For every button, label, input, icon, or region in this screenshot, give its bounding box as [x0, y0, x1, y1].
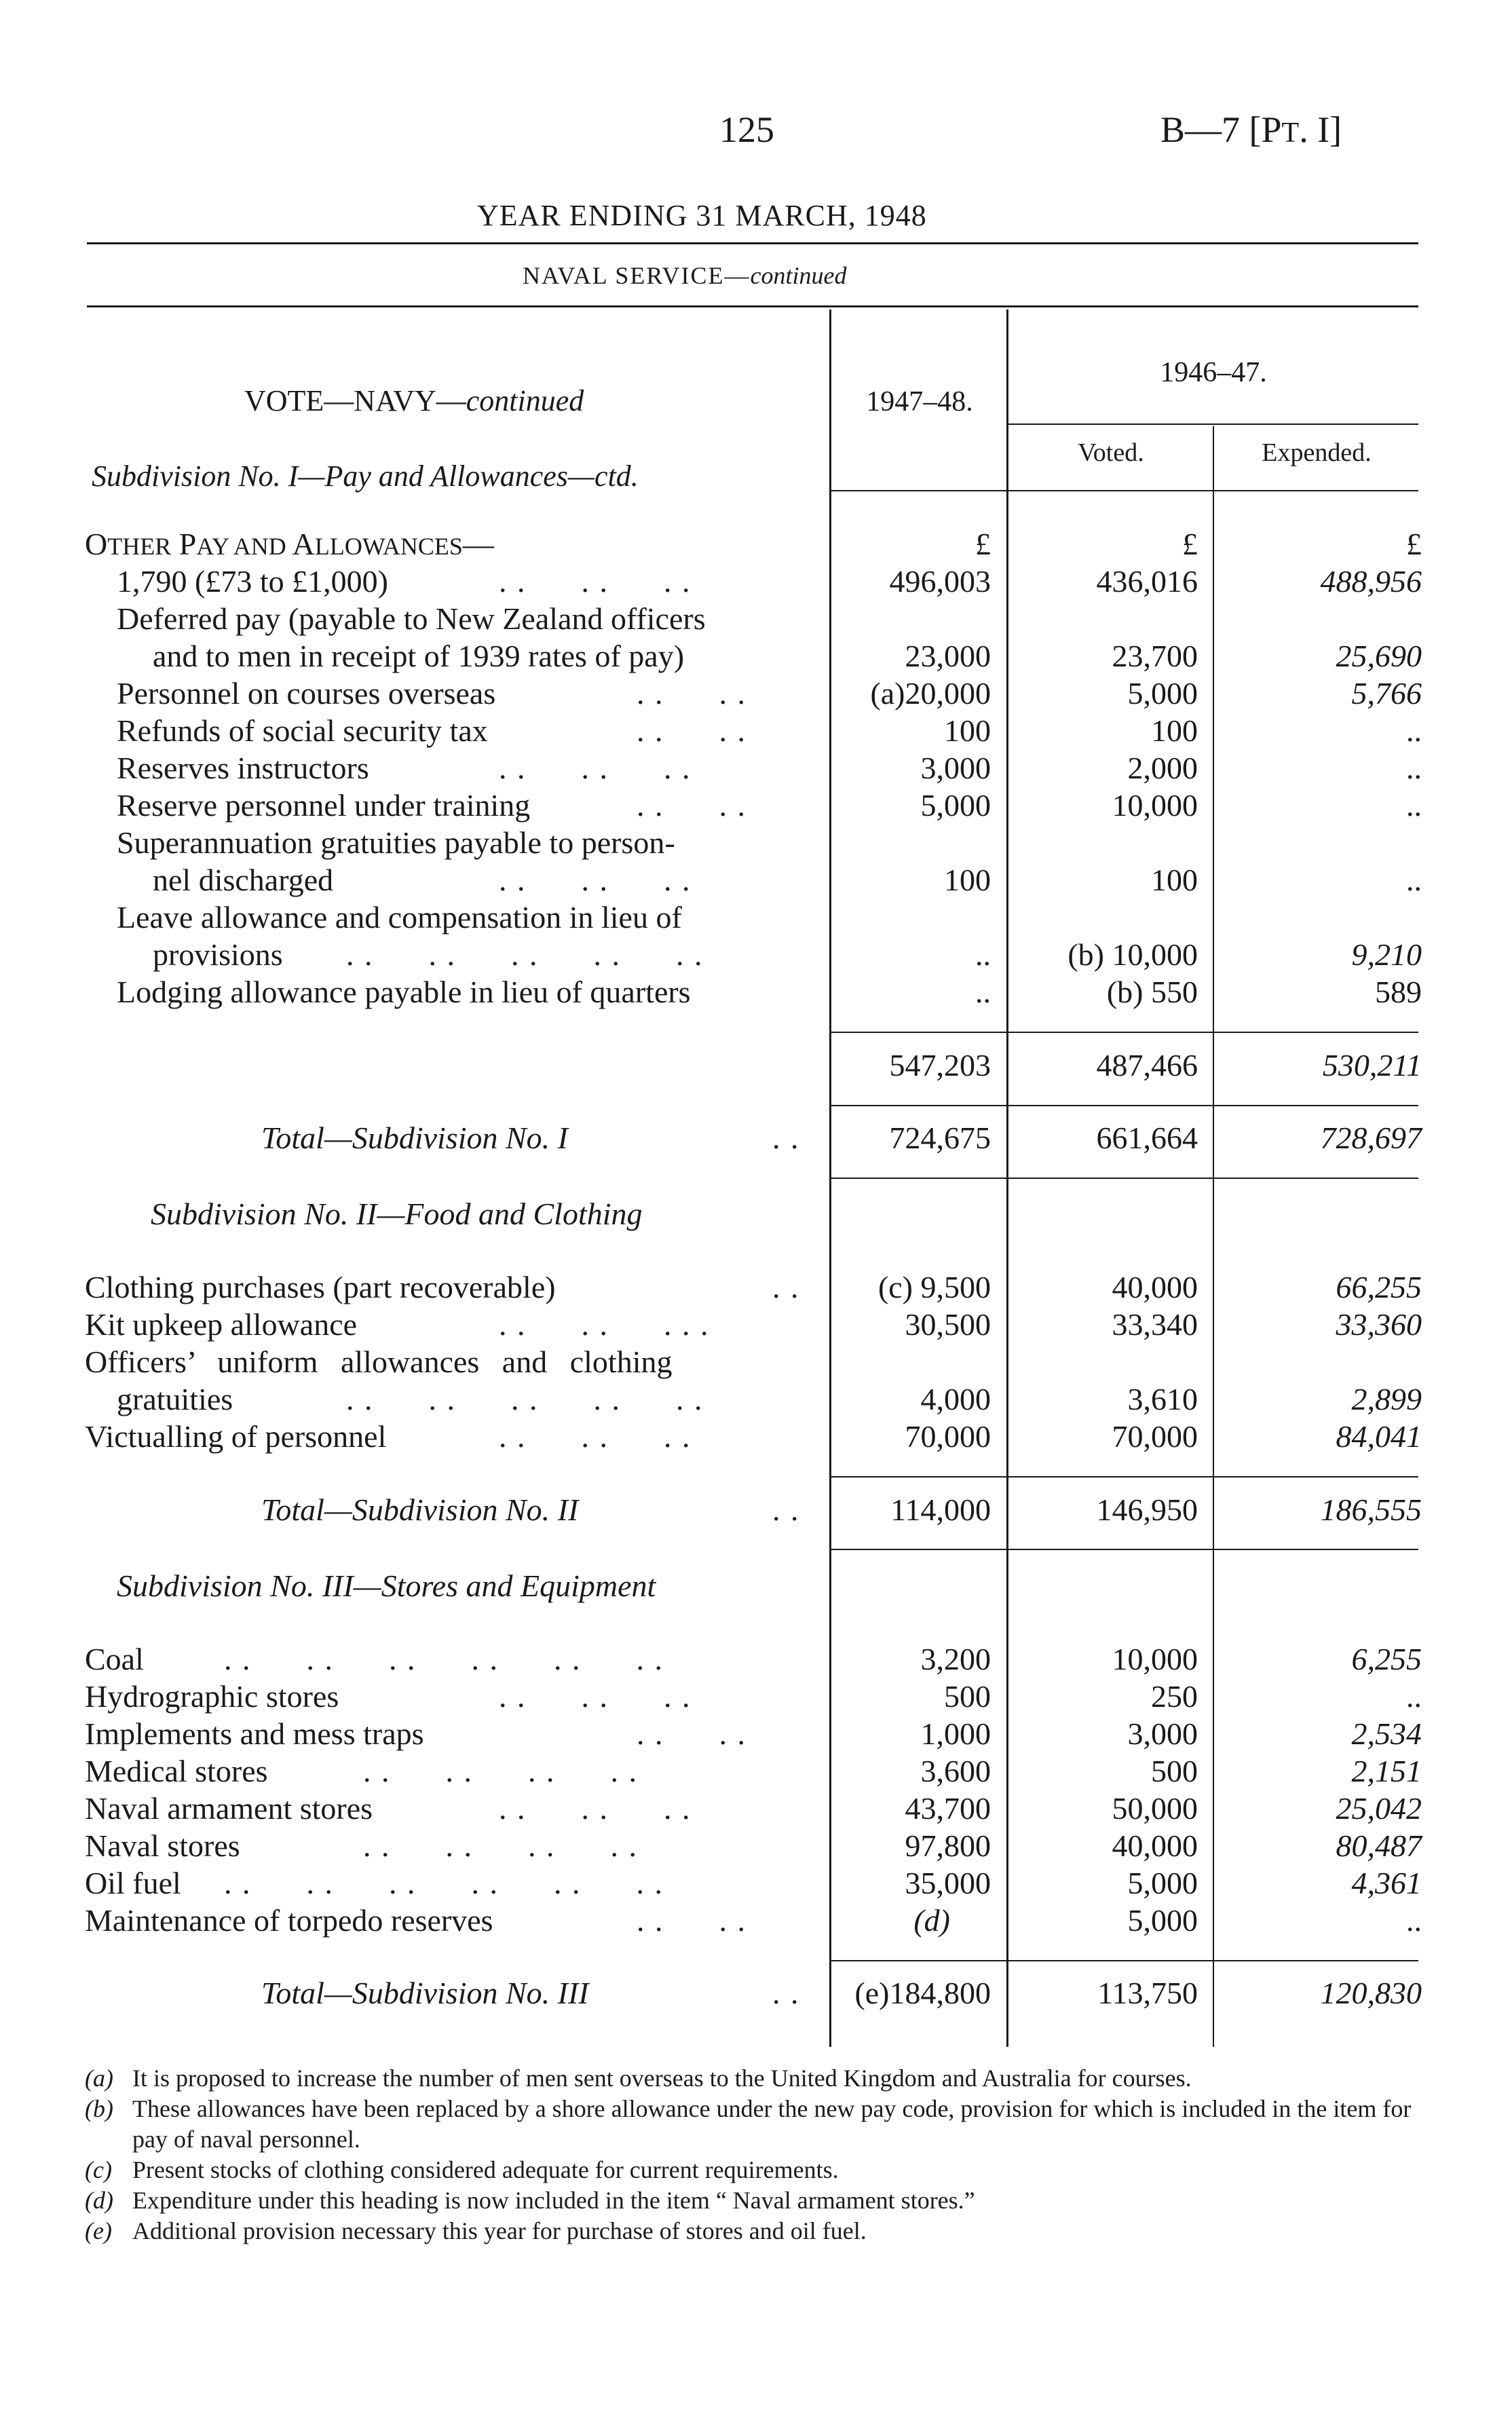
total-expended: 120,830 — [1320, 1976, 1422, 2010]
page-ref-end: . I] — [1299, 109, 1342, 150]
value-voted: 5,000 — [1127, 1866, 1198, 1900]
value-1947: 23,000 — [905, 639, 991, 673]
value-1947: 30,500 — [905, 1307, 991, 1342]
leader-dots: . . . . — [637, 676, 746, 711]
table-row — [0, 974, 1512, 1012]
value-voted: 50,000 — [1112, 1791, 1198, 1826]
value-voted: 436,016 — [1096, 564, 1198, 599]
total-1947: 724,675 — [889, 1121, 991, 1155]
row-label: 1,790 (£73 to £1,000) — [117, 564, 388, 599]
leader-dots: . . . . . . — [499, 863, 692, 897]
footnote-key: (e) — [85, 2217, 112, 2244]
row-label: gratuities — [117, 1382, 233, 1416]
value-expended: 488,956 — [1320, 564, 1422, 599]
value-expended: 66,255 — [1336, 1270, 1422, 1304]
row-label: Medical stores — [85, 1754, 268, 1788]
total-voted: 146,950 — [1096, 1492, 1198, 1527]
value-1947: .. — [975, 975, 991, 1009]
table-row — [0, 825, 1512, 863]
value-1947: 496,003 — [889, 564, 991, 599]
value-1947: 500 — [944, 1679, 991, 1714]
value-1947: .. — [975, 937, 991, 972]
subtotal-row — [0, 1047, 1512, 1085]
footnote — [85, 2155, 1442, 2185]
value-voted: 2,000 — [1127, 751, 1198, 785]
value-expended: .. — [1406, 1679, 1422, 1714]
table-row — [0, 1828, 1512, 1866]
table-row — [0, 1716, 1512, 1754]
currency-symbol: £ — [1406, 527, 1422, 561]
heading-part: THER — [107, 533, 172, 560]
total-1947: 114,000 — [890, 1492, 991, 1527]
total-1947: (e)184,800 — [854, 1976, 991, 2010]
total-label: Total—Subdivision No. III — [261, 1976, 589, 2010]
value-voted: (b) 10,000 — [1067, 937, 1198, 972]
value-expended: 25,042 — [1336, 1791, 1422, 1826]
page-number: 125 — [719, 109, 774, 150]
value-1947: (c) 9,500 — [877, 1270, 991, 1304]
subtotal-expended: 530,211 — [1322, 1048, 1422, 1082]
leader-dots: . . . . . . . — [499, 1307, 710, 1342]
row-label: nel discharged — [153, 863, 334, 897]
value-expended: 25,690 — [1336, 639, 1422, 673]
service-continued: continued — [750, 262, 847, 289]
table-row — [0, 1306, 1512, 1344]
row-label: Leave allowance and compensation in lieu of — [117, 900, 682, 935]
value-voted: 100 — [1151, 863, 1198, 897]
row-label: Hydrographic stores — [85, 1679, 339, 1714]
row-label: Superannuation gratuities payable to person- — [117, 825, 675, 860]
subtotal-voted: 487,466 — [1096, 1048, 1198, 1082]
value-expended: .. — [1406, 713, 1422, 748]
vote-title-main: VOTE—NAVY— — [244, 384, 466, 417]
service-heading — [523, 261, 846, 290]
page-reference — [1160, 109, 1342, 151]
value-voted: 70,000 — [1112, 1419, 1198, 1454]
row-label: Lodging allowance payable in lieu of quarters — [117, 975, 691, 1009]
total-rule — [831, 1476, 1418, 1477]
value-voted: 33,340 — [1112, 1307, 1198, 1342]
value-expended: 2,899 — [1351, 1382, 1422, 1416]
row-label: Deferred pay (payable to New Zealand officers — [117, 601, 706, 636]
total-label: Total—Subdivision No. II — [261, 1492, 579, 1527]
heading-part: A — [292, 527, 315, 561]
leader-dots: . . — [772, 1976, 800, 2010]
total-label: Total—Subdivision No. I — [261, 1121, 568, 1155]
leader-dots: . . — [772, 1121, 800, 1155]
page-ref-main: B—7 [P — [1160, 109, 1282, 150]
leader-dots: . . . . — [637, 1716, 746, 1751]
footnote-text: Additional provision necessary this year for purchase of stores and oil fuel. — [132, 2217, 867, 2244]
row-label: Refunds of social security tax — [117, 713, 488, 748]
value-expended: 80,487 — [1336, 1828, 1422, 1863]
value-expended: .. — [1406, 788, 1422, 823]
leader-dots: . . . . — [637, 1903, 746, 1938]
footnote-key: (d) — [85, 2187, 113, 2214]
row-label: Reserves instructors — [117, 751, 369, 785]
leader-dots: . . . . — [637, 788, 746, 823]
value-expended: 589 — [1375, 975, 1422, 1009]
column-head-rule — [831, 490, 1418, 491]
other-pay-heading — [85, 526, 494, 562]
footnote-text: Expenditure under this heading is now included in the item “ Naval armament stores.” — [132, 2187, 975, 2214]
subtotal-1947: 547,203 — [889, 1048, 991, 1082]
leader-dots: . . — [772, 1492, 800, 1527]
table-row — [0, 937, 1512, 975]
row-label: Oil fuel — [85, 1866, 181, 1900]
total-row — [0, 1975, 1512, 2013]
leader-dots: . . . . . . . . — [363, 1754, 638, 1788]
value-1947: 1,000 — [920, 1716, 991, 1751]
value-1947: 3,600 — [920, 1754, 991, 1788]
table-row — [0, 675, 1512, 713]
leader-dots: . . . . . . — [499, 1419, 692, 1454]
table-row — [0, 1902, 1512, 1940]
heading-part: P — [178, 527, 197, 561]
leader-dots: . . . . — [637, 713, 746, 748]
header-rule — [87, 242, 1418, 244]
value-1947: 3,200 — [920, 1642, 991, 1676]
footnote — [85, 2216, 1442, 2246]
leader-dots: . . . . . . . . — [363, 1828, 638, 1863]
leader-dots: . . . . . . — [499, 751, 692, 785]
table-row — [0, 1641, 1512, 1679]
column-header-voted: Voted. — [1078, 438, 1144, 467]
leader-dots: . . . . . . — [499, 564, 692, 599]
heading-part: AY AND — [196, 533, 286, 560]
value-1947: (a)20,000 — [870, 676, 991, 711]
value-expended: .. — [1406, 863, 1422, 897]
total-row — [0, 1492, 1512, 1530]
heading-part: LLOWANCES — [314, 533, 463, 560]
value-expended: .. — [1406, 751, 1422, 785]
total-voted: 661,664 — [1096, 1121, 1198, 1155]
value-1947: 100 — [944, 713, 991, 748]
leader-dots: . . . . . . . . . . — [346, 937, 704, 972]
subtotal-rule — [831, 1032, 1418, 1033]
table-row — [0, 638, 1512, 676]
footnotes — [85, 2063, 1442, 2246]
row-label: Reserve personnel under training — [117, 788, 531, 823]
value-expended: 2,534 — [1351, 1716, 1422, 1751]
total-expended: 186,555 — [1320, 1492, 1422, 1527]
leader-dots: . . . . . . . . . . — [346, 1382, 704, 1416]
section-rule — [831, 1178, 1418, 1179]
leader-dots: . . . . . . . . . . . . — [224, 1642, 664, 1676]
vote-title — [244, 383, 584, 418]
total-voted: 113,750 — [1097, 1976, 1198, 2010]
table-row — [0, 1269, 1512, 1307]
table-row — [0, 713, 1512, 751]
leader-dots: . . . . . . — [499, 1791, 692, 1826]
value-1947: 97,800 — [905, 1828, 991, 1863]
leader-dots: . . . . . . — [499, 1679, 692, 1714]
footnote-text: It is proposed to increase the number of men sent overseas to the United Kingdom and Australia for courses. — [132, 2065, 1192, 2092]
value-voted: 250 — [1151, 1679, 1198, 1714]
currency-row — [0, 526, 1512, 564]
value-voted: 10,000 — [1112, 788, 1198, 823]
heading-part: — — [462, 527, 494, 561]
total-rule — [831, 1960, 1418, 1961]
leader-dots: . . — [772, 1270, 800, 1304]
currency-symbol: £ — [1182, 527, 1198, 561]
value-voted: 500 — [1151, 1754, 1198, 1788]
section-rule — [831, 1549, 1418, 1550]
subdivision-title: Subdivision No. I—Pay and Allowances—ctd. — [92, 459, 639, 493]
table-row — [0, 1418, 1512, 1456]
value-voted: 5,000 — [1127, 676, 1198, 711]
value-voted: 3,000 — [1127, 1716, 1198, 1751]
row-label: Clothing purchases (part recoverable) — [85, 1270, 556, 1304]
footnote — [85, 2063, 1442, 2094]
total-expended: 728,697 — [1320, 1121, 1422, 1155]
row-label: Naval stores — [85, 1828, 240, 1863]
row-label: provisions — [153, 937, 283, 972]
footnote-key: (a) — [85, 2065, 113, 2092]
value-1947: 70,000 — [905, 1419, 991, 1454]
value-expended: 6,255 — [1351, 1642, 1422, 1676]
column-header-expended: Expended. — [1262, 438, 1372, 467]
service-title: NAVAL SERVICE— — [523, 262, 751, 289]
total-rule — [831, 1105, 1418, 1106]
row-label: Officers’ uniform allowances and clothing — [85, 1344, 673, 1379]
row-label: and to men in receipt of 1939 rates of pay) — [153, 639, 685, 673]
table-row — [0, 862, 1512, 900]
total-row — [0, 1120, 1512, 1158]
value-voted: 3,610 — [1127, 1382, 1198, 1416]
leader-dots: . . . . . . . . . . . . — [224, 1866, 664, 1900]
value-expended: 33,360 — [1336, 1307, 1422, 1342]
value-expended: 9,210 — [1351, 937, 1422, 972]
value-1947: 5,000 — [920, 788, 991, 823]
column-header-1947: 1947–48. — [866, 386, 973, 417]
subdivision-3-title: Subdivision No. III—Stores and Equipment — [117, 1568, 656, 1603]
row-label: Victualling of personnel — [85, 1419, 387, 1454]
row-label: Implements and mess traps — [85, 1716, 424, 1751]
footnote-key: (b) — [85, 2095, 113, 2122]
row-label: Personnel on courses overseas — [117, 676, 496, 711]
row-label: Maintenance of torpedo reserves — [85, 1903, 493, 1938]
value-expended: .. — [1406, 1903, 1422, 1938]
footnote-text: These allowances have been replaced by a shore allowance under the new pay code, provision for which is included in the item for pay of naval personnel. — [132, 2095, 1412, 2153]
currency-symbol: £ — [975, 527, 991, 561]
table-row — [0, 1381, 1512, 1419]
table-top-rule — [87, 305, 1418, 307]
subdivision-2-title: Subdivision No. II—Food and Clothing — [151, 1197, 643, 1231]
value-voted: 100 — [1151, 713, 1198, 748]
footnote-key: (c) — [85, 2156, 112, 2183]
table-row — [0, 1344, 1512, 1382]
table-row — [0, 563, 1512, 601]
table-row — [0, 750, 1512, 788]
value-voted: 10,000 — [1112, 1642, 1198, 1676]
vote-title-continued: continued — [466, 384, 584, 417]
value-1947: 4,000 — [920, 1382, 991, 1416]
value-expended: 5,766 — [1351, 676, 1422, 711]
table-row — [0, 1753, 1512, 1791]
value-voted: 5,000 — [1127, 1903, 1198, 1938]
row-label: Naval armament stores — [85, 1791, 373, 1826]
footnote-text: Present stocks of clothing considered adequate for current requirements. — [132, 2156, 839, 2183]
value-expended: 2,151 — [1351, 1754, 1422, 1788]
year-heading: YEAR ENDING 31 MARCH, 1948 — [477, 199, 927, 232]
column-header-1946: 1946–47. — [1160, 357, 1267, 388]
value-voted: 23,700 — [1112, 639, 1198, 673]
value-1947: 43,700 — [905, 1791, 991, 1826]
row-label: Coal — [85, 1642, 144, 1676]
value-expended: 84,041 — [1336, 1419, 1422, 1454]
value-expended: 4,361 — [1351, 1866, 1422, 1900]
value-voted: 40,000 — [1112, 1828, 1198, 1863]
row-label: Kit upkeep allowance — [85, 1307, 358, 1342]
footnote — [85, 2094, 1442, 2155]
footnote — [85, 2185, 1442, 2216]
table-row — [0, 1790, 1512, 1828]
table-row — [0, 787, 1512, 825]
value-1947: (d) — [913, 1903, 950, 1938]
value-voted: 40,000 — [1112, 1270, 1198, 1304]
heading-part: O — [85, 527, 108, 561]
column-head-rule-1946 — [1008, 423, 1418, 425]
value-voted: (b) 550 — [1106, 975, 1198, 1009]
value-1947: 100 — [944, 863, 991, 897]
value-1947: 35,000 — [905, 1866, 991, 1900]
table-row — [0, 1678, 1512, 1716]
table-row — [0, 601, 1512, 639]
table-row — [0, 899, 1512, 937]
page-ref-small: T — [1281, 117, 1300, 149]
value-1947: 3,000 — [920, 751, 991, 785]
table-row — [0, 1865, 1512, 1903]
